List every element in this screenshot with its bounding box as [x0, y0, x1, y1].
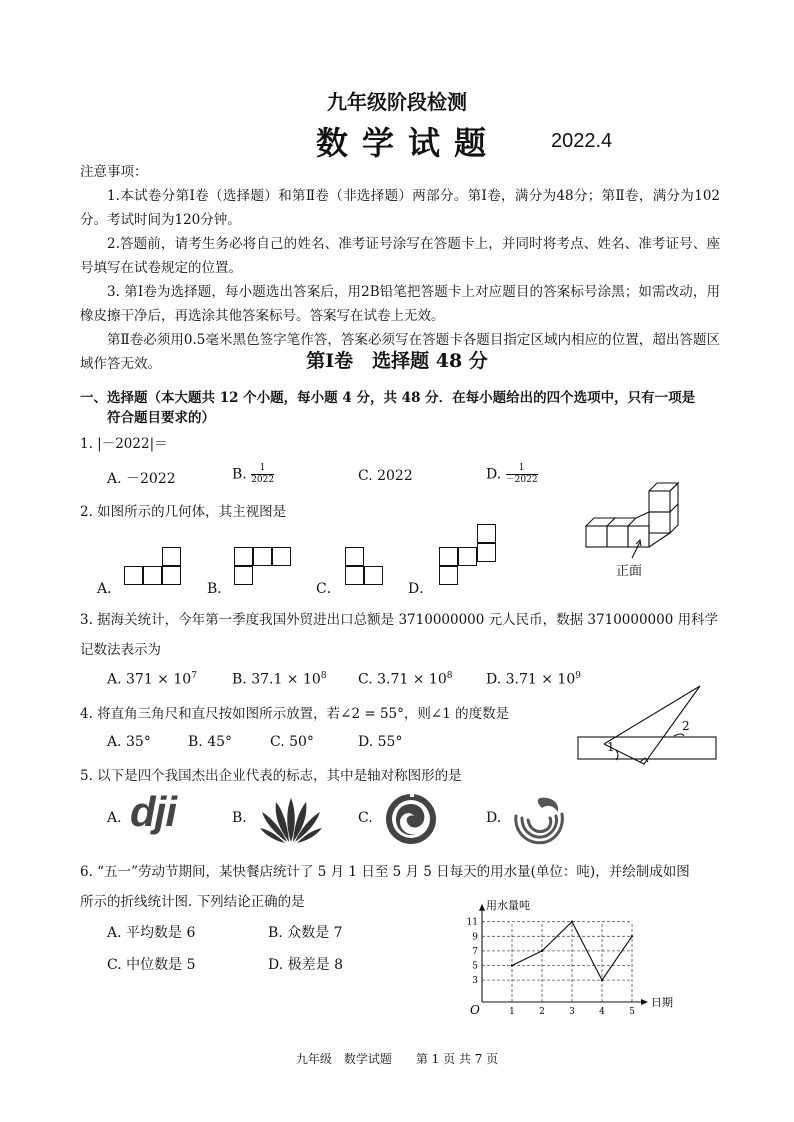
q3-d-exp: 9	[575, 671, 581, 681]
q3-option-d	[486, 671, 581, 688]
part1-heading-cont: 符合题目要求的）	[107, 410, 215, 426]
q6-option-a: A. 平均数是 6	[107, 925, 196, 941]
q3-stem-line1: 3. 据海关统计，今年第一季度我国外贸进出口总额是 3710000000 元人民币，数据 3710000000 用科学	[80, 612, 719, 628]
q4-option-b: B. 45°	[188, 734, 233, 750]
q1-option-b-fraction	[251, 463, 274, 486]
q1-option-a: A. －2022	[107, 471, 176, 487]
q5-logo-a-dji: dji	[130, 788, 176, 835]
data-point-2	[541, 950, 543, 952]
q2-option-a-label: A．	[97, 581, 122, 597]
q6-option-b: B. 众数是 7	[268, 925, 343, 941]
x-tick-label-1: 1	[509, 1007, 515, 1017]
q5-option-d-label: D.	[486, 810, 502, 826]
exam-date: 2022.4	[551, 130, 613, 152]
q6-option-c: C. 中位数是 5	[107, 957, 196, 973]
notice-item-4: 第Ⅱ卷必须用0.5毫米黑色签字笔作答，答案必须写在答题卡各题目指定区域内相应的位置，超出答题区域作答无效。	[80, 332, 720, 372]
q2-stem: 2. 如图所示的几何体，其主视图是	[80, 504, 287, 520]
q5-logo-b-petals	[258, 794, 324, 844]
chart-y-axis-label: 用水量吨	[486, 899, 530, 912]
section-title: 第Ⅰ卷 选择题 48 分	[306, 350, 488, 372]
q4-angle1-label: 1	[607, 740, 615, 754]
chart-origin-label: O	[470, 1003, 480, 1017]
q2-front-label: 正面	[616, 563, 643, 578]
x-tick-label-5: 5	[629, 1007, 635, 1017]
q4-option-c: C. 50°	[270, 734, 314, 750]
q1-b-denominator: 2022	[251, 475, 275, 485]
q3-option-c	[358, 671, 452, 688]
data-point-4	[601, 979, 603, 981]
q3-a-exp: 7	[191, 671, 197, 681]
q3-option-a	[107, 671, 197, 688]
q6-option-d: D. 极差是 8	[268, 957, 343, 973]
q5-stem: 5. 以下是四个我国杰出企业代表的标志，其中是轴对称图形的是	[80, 768, 462, 784]
data-point-5	[631, 935, 633, 937]
q3-b-exp: 8	[320, 671, 327, 681]
q4-triangle-ruler-figure	[576, 682, 720, 768]
q4-angle2-label: 2	[682, 719, 690, 733]
q4-stem: 4. 将直角三角尺和直尺按如图所示放置，若∠2 = 55°，则∠1 的度数是	[80, 706, 510, 722]
q3-stem-line2: 记数法表示为	[80, 642, 161, 658]
q1-option-b-label: B.	[232, 466, 247, 483]
q5-option-a-label: A.	[107, 810, 122, 826]
q3-a-base: A. 371 × 10	[107, 671, 192, 688]
notice-item-3: 3. 第Ⅰ卷为选择题，每小题选出答案后，用2B铅笔把答题卡上对应题目的答案标号涂黑；如需改动，用橡皮擦干净后，再选涂其他答案标号。答案写在试卷上无效。	[80, 284, 720, 324]
chart-axes	[479, 904, 648, 1005]
q1-option-b	[232, 463, 274, 486]
q1-option-c: C. 2022	[358, 468, 413, 484]
y-tick-label-5: 5	[472, 961, 478, 972]
q5-logo-c-swirl	[384, 792, 438, 846]
q1-d-denominator: －2022	[505, 475, 538, 485]
q5-option-c-label: C.	[358, 810, 373, 826]
q2-option-b-label: B．	[207, 581, 232, 597]
part1-heading: 一、选择题（本大题共 12 个小题，每小题 4 分，共 48 分．在每小题给出的四个选项中，只有一项是	[80, 390, 696, 406]
chart-gridlines	[482, 922, 632, 1002]
exam-title: 数学试题	[316, 124, 501, 162]
q3-b-base: B. 37.1 × 10	[232, 671, 321, 688]
q4-option-a: A. 35°	[107, 734, 151, 750]
y-tick-label-3: 3	[472, 976, 478, 987]
q6-line-chart	[462, 888, 672, 1018]
y-axis-arrow-icon	[479, 904, 485, 911]
y-tick-label-11: 11	[466, 917, 478, 928]
y-tick-label-9: 9	[472, 932, 478, 943]
page-footer: 九年级 数学试题 第 1 页 共 7 页	[295, 1052, 499, 1066]
q2-option-c-label: C．	[316, 581, 341, 597]
q3-c-exp: 8	[446, 671, 453, 681]
q5-option-b-label: B.	[232, 810, 247, 826]
q2-option-d-label: D．	[408, 581, 434, 597]
notice-heading: 注意事项：	[80, 164, 148, 180]
x-axis-arrow-icon	[641, 999, 648, 1005]
data-point-1	[511, 964, 513, 966]
q1-stem: 1. |－2022|＝	[80, 436, 168, 452]
q1-option-d-fraction	[506, 463, 538, 486]
x-tick-label-4: 4	[599, 1007, 605, 1017]
x-tick-label-3: 3	[569, 1007, 575, 1017]
x-tick-label-2: 2	[539, 1007, 545, 1017]
q1-option-d	[486, 463, 538, 486]
q6-stem-line1: 6. “五一”劳动节期间，某快餐店统计了 5 月 1 日至 5 月 5 日每天的用水量(单位：吨)，并绘制成如图	[80, 864, 690, 880]
q3-d-base: D. 3.71 × 10	[486, 671, 576, 688]
q6-stem-line2: 所示的折线统计图. 下列结论正确的是	[80, 894, 305, 910]
q3-option-b	[232, 671, 327, 688]
y-tick-label-7: 7	[472, 946, 478, 957]
q4-option-d: D. 55°	[358, 734, 403, 750]
q3-c-base: C. 3.71 × 10	[358, 671, 447, 688]
notice-item-1: 1.本试卷分第Ⅰ卷（选择题）和第Ⅱ卷（非选择题）两部分。第Ⅰ卷，满分为48分；第Ⅱ卷，满分为102分。考试时间为120分钟。	[80, 188, 720, 228]
chart-x-axis-label: 日期	[651, 997, 673, 1009]
q1-b-numerator: 1	[251, 463, 274, 475]
data-point-3	[571, 921, 573, 923]
q1-option-d-label: D.	[486, 466, 502, 483]
q1-d-numerator: 1	[506, 463, 538, 475]
q5-logo-d-phoenix	[510, 792, 568, 848]
notice-block	[80, 160, 720, 376]
notice-item-2: 2.答题前，请考生务必将自己的姓名、准考证号涂写在答题卡上，并同时将考点、姓名、准考证号、座号填写在试卷规定的位置。	[80, 236, 720, 276]
exam-subtitle: 九年级阶段检测	[327, 90, 467, 114]
